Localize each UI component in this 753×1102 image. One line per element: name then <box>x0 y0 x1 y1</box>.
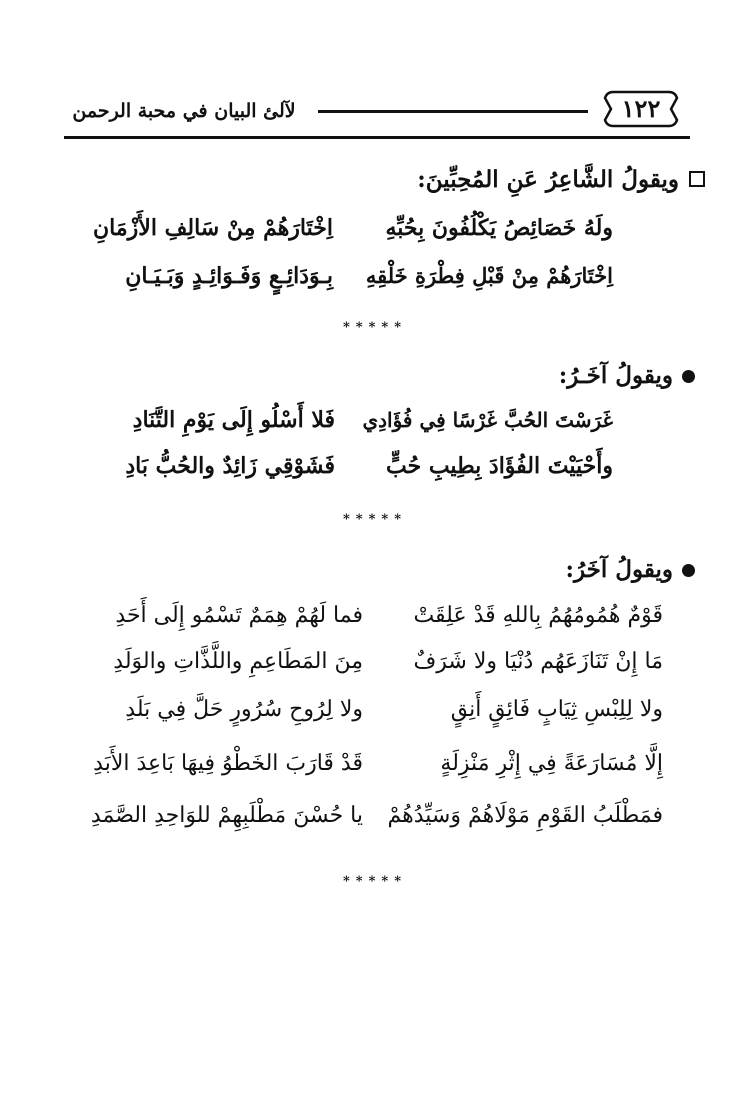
verse-first-hemistich: غَرَسْتَ الحُبَّ غَرْسًا فِي فُؤَادِي <box>362 408 613 432</box>
section-heading <box>495 356 695 396</box>
verse-first-hemistich: إِلَّا مُسَارَعَةً فِي إِثْرِ مَنْزِلَةٍ <box>440 751 663 776</box>
running-title: لآلئ البيان في محبة الرحمن <box>72 100 296 122</box>
verse-second-hemistich: مِنَ المَطَاعِمِ واللَّذَّاتِ والوَلَدِ <box>113 649 363 674</box>
section-separator: ***** <box>343 320 407 335</box>
verse-first-hemistich: مَا إِنْ تَنَازَعَهُم دُنْيَا ولا شَرَفٌ <box>413 649 663 674</box>
verse-first-hemistich: ولَهُ خَصَائِصُ يَكْلُفُونَ بِحُبِّهِ <box>385 215 613 241</box>
verse-second-hemistich: فما لَهُمْ هِمَمٌ تَسْمُو إِلَى أَحَدِ <box>115 603 363 628</box>
verse-first-hemistich: وأَحْيَيْتَ الفُؤَادَ بِطِيبِ حُبٍّ <box>385 453 613 479</box>
verse-first-hemistich: ولا لِلِبْسِ ثِيَابٍ فَائِقٍ أَنِقٍ <box>450 697 663 722</box>
verse-second-hemistich: بِـوَدَائِـعٍ وَفَـوَائِـدٍ وَبَـيَـانِ <box>125 263 333 289</box>
verse-second-hemistich: يا حُسْنَ مَطْلَبِهِمْ للوَاحِدِ الصَّمَدِ <box>90 803 363 828</box>
section-heading-text: ويقولُ آخَـرُ: <box>558 362 673 389</box>
square-icon <box>689 171 705 187</box>
page-number-badge <box>603 88 679 130</box>
verse-first-hemistich: اِخْتَارَهُمْ مِنْ قَبْلِ فِطْرَةِ خَلْقِهِ <box>365 263 613 288</box>
section-separator: ***** <box>343 512 407 527</box>
bullet-icon <box>682 564 695 577</box>
section-separator: ***** <box>343 874 407 889</box>
bullet-icon <box>682 370 695 383</box>
verse-second-hemistich: فَلا أَسْلُو إِلَى يَوْمِ التَّنَادِ <box>132 407 335 433</box>
section-heading <box>385 160 705 200</box>
section-heading-text: ويقولُ الشَّاعِرُ عَنِ المُحِبِّينَ: <box>417 166 679 193</box>
verse-second-hemistich: ولا لِرُوحِ سُرُورٍ حَلَّ فِي بَلَدِ <box>125 697 363 722</box>
header-rule <box>64 136 690 139</box>
section-heading <box>495 550 695 590</box>
header-dash <box>318 110 588 113</box>
section-heading-text: ويقولُ آخَرُ: <box>565 556 673 583</box>
verse-second-hemistich: قَدْ قَارَبَ الخَطْوُ فِيهَا بَاعِدَ الأَبَدِ <box>93 751 363 776</box>
verse-first-hemistich: قَوْمٌ هُمُومُهُمُ بِاللهِ قَدْ عَلِقَتْ <box>413 603 663 628</box>
verse-second-hemistich: اِخْتَارَهُمْ مِنْ سَالِفِ الأَزْمَانِ <box>93 215 333 241</box>
verse-first-hemistich: فمَطْلَبُ القَوْمِ مَوْلَاهُمْ وَسَيِّدُهُمْ <box>387 803 663 828</box>
verse-second-hemistich: فَشَوْقِي زَائِدٌ والحُبُّ بَادِ <box>125 453 335 479</box>
page-number: ١٢٢ <box>621 94 661 123</box>
